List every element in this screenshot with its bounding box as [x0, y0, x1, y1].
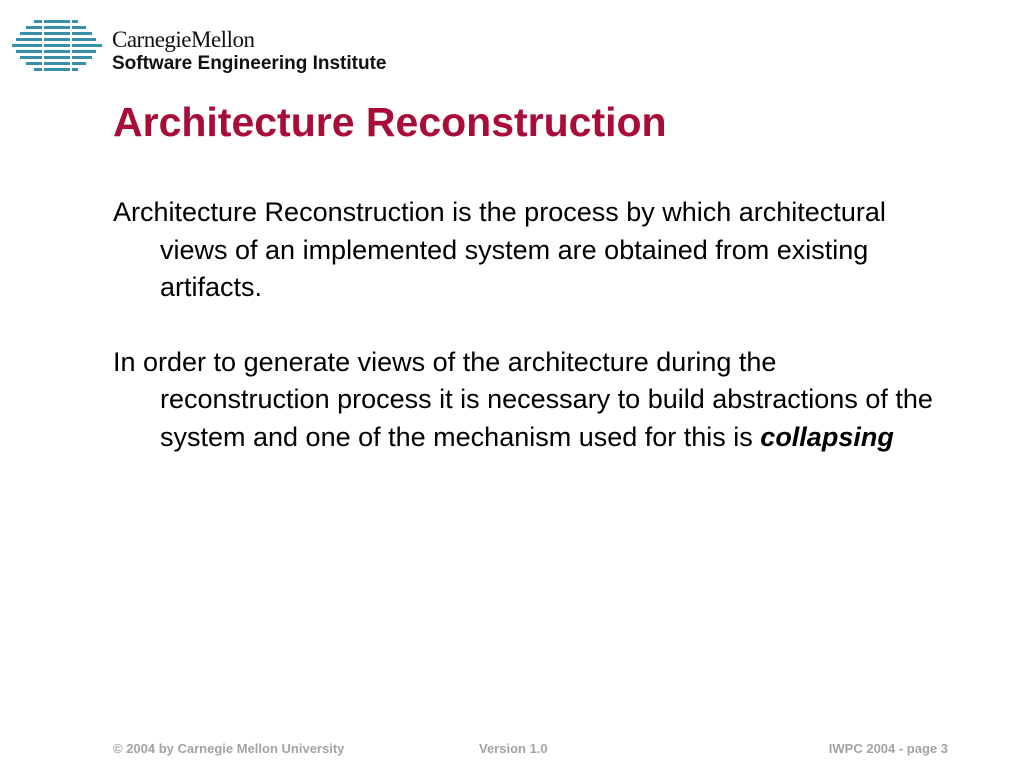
institution-logo-text [112, 28, 386, 75]
footer-copyright: © 2004 by Carnegie Mellon University [113, 741, 345, 756]
footer-page-number: IWPC 2004 - page 3 [828, 741, 948, 756]
sei-logo-icon [12, 18, 104, 74]
paragraph-collapsing [113, 344, 943, 457]
paragraph-definition [113, 194, 943, 307]
slide-title: Architecture Reconstruction [113, 99, 667, 145]
paragraph-collapsing-text: In order to generate views of the architecture during the reconstruction process it is necessary to build abstractions of the system and one of the mechanism used for this is [113, 346, 933, 452]
logo-institute-name: Software Engineering Institute [112, 53, 387, 74]
slide-body [113, 194, 943, 493]
footer-version: Version 1.0 [479, 741, 548, 756]
paragraph-definition-text: Architecture Reconstruction is the process by which architectural views of an implemented system are obtained from existing artifacts. [113, 197, 886, 302]
logo-university-name: CarnegieMellon [112, 27, 255, 52]
emphasis-collapsing: collapsing [760, 421, 894, 452]
